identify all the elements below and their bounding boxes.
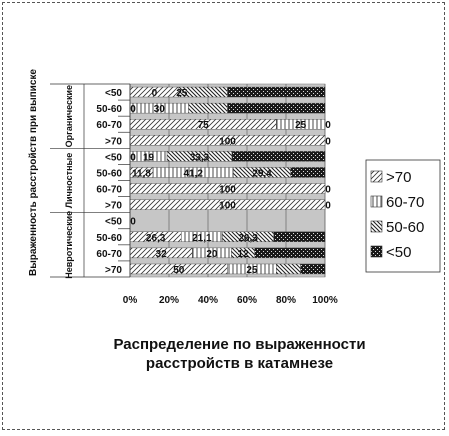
x-tick-label: 60% [236, 295, 258, 306]
x-tick-label: 20% [158, 295, 180, 306]
bar-segment [274, 232, 325, 242]
data-label: 33,3 [189, 152, 210, 164]
bar-segment [276, 264, 300, 274]
legend-label: <50 [386, 244, 412, 261]
legend-swatch [371, 196, 382, 207]
legend-swatch [371, 171, 382, 182]
data-label: 75 [197, 120, 209, 132]
bar-segment [291, 167, 325, 177]
y-group-label: Органические [64, 84, 74, 148]
legend [366, 160, 440, 272]
data-label: 11,8 [132, 168, 151, 180]
y-group-label: Личностные [64, 152, 74, 209]
y-group-label: Невротические [64, 210, 74, 279]
legend-swatch [371, 246, 382, 257]
y-axis [50, 84, 130, 277]
x-axis-title-line-1: Распределение по выраженности [113, 336, 366, 353]
y-tick-label: 50-60 [96, 232, 122, 244]
y-tick-label: 60-70 [96, 184, 122, 196]
data-label: 29,4 [252, 168, 272, 180]
data-label: 100 [219, 136, 236, 148]
x-tick-label: 0% [122, 295, 138, 306]
x-tick-labels [123, 295, 338, 306]
data-label: 41,2 [183, 168, 203, 180]
data-label: 21,1 [192, 232, 212, 244]
data-label: 25 [246, 264, 258, 276]
y-tick-label: <50 [105, 152, 122, 164]
data-label: 0 [130, 152, 136, 164]
x-tick-label: 40% [197, 295, 219, 306]
data-label: 0 [130, 216, 136, 228]
data-label: 25 [295, 120, 307, 132]
data-label: 0 [151, 88, 158, 100]
y-tick-label: 50-60 [96, 168, 122, 180]
legend-swatch [371, 221, 382, 232]
data-label: 0 [325, 120, 331, 132]
y-tick-label: >70 [105, 200, 122, 212]
x-tick-label: 80% [275, 295, 297, 306]
bar-segment [189, 103, 228, 113]
y-tick-label: 60-70 [96, 120, 122, 132]
y-axis-title: Выраженность расстройств при выписке [28, 69, 39, 276]
y-tick-label: <50 [105, 216, 122, 228]
data-label: 19 [142, 152, 155, 164]
bar-segment [232, 151, 325, 161]
data-label: 26,3 [238, 232, 258, 244]
bar-segment [255, 248, 325, 258]
y-group-labels [64, 85, 74, 279]
data-label: 50 [173, 264, 185, 276]
legend-label: >70 [386, 169, 412, 186]
data-label: 0 [325, 184, 331, 196]
data-label: 100 [219, 200, 236, 212]
data-label: 0 [130, 104, 136, 116]
y-tick-label: 60-70 [96, 248, 122, 260]
y-tick-label: >70 [105, 136, 122, 148]
data-label: 0 [325, 136, 331, 148]
bar-segment [228, 87, 326, 97]
y-tick-label: <50 [105, 88, 122, 100]
data-label: 12 [237, 248, 249, 260]
data-label: 0 [325, 200, 331, 212]
x-axis-title-line-2: расстройств в катамнезе [145, 355, 334, 372]
y-tick-label: >70 [105, 264, 122, 276]
y-tick-label: 50-60 [96, 104, 122, 116]
legend-label: 60-70 [386, 194, 425, 211]
bar-segment [301, 264, 325, 274]
data-label: 30 [153, 104, 165, 116]
data-label: 25 [176, 88, 188, 100]
data-label: 20 [206, 248, 218, 260]
data-label: 32 [155, 248, 167, 260]
data-label: 26,3 [145, 232, 166, 244]
x-tick-label: 100% [312, 295, 338, 306]
bar-segment [228, 103, 326, 113]
legend-label: 50-60 [386, 219, 425, 236]
data-label: 100 [219, 184, 236, 196]
